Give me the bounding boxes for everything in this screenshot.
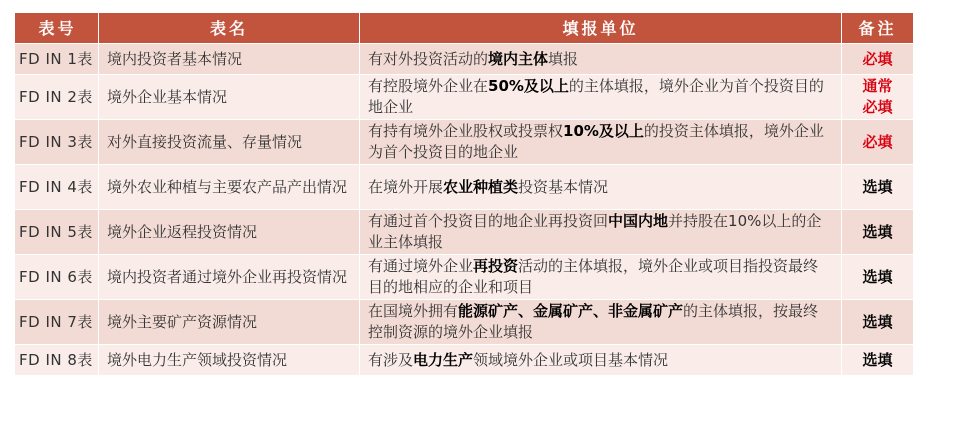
row-unit xyxy=(360,75,842,119)
row-code: FD IN 8表 xyxy=(15,345,99,375)
header-name: 表名 xyxy=(99,13,360,43)
table-row xyxy=(15,255,913,300)
row-note: 必填 xyxy=(842,44,913,74)
row-note: 通常必填 xyxy=(842,75,913,119)
table-row xyxy=(15,210,913,255)
row-unit-text: 在国境外拥有能源矿产、金属矿产、非金属矿产的主体填报，按最终控制资源的境外企业填报 xyxy=(368,302,819,341)
row-name: 境外企业基本情况 xyxy=(99,75,360,119)
row-unit-text: 在境外开展农业种植类投资基本情况 xyxy=(368,177,609,196)
row-note: 选填 xyxy=(842,210,913,254)
row-unit xyxy=(360,44,842,74)
filing-table xyxy=(15,13,913,376)
row-code: FD IN 2表 xyxy=(15,75,99,119)
row-unit-text: 有对外投资活动的境内主体填报 xyxy=(368,49,579,68)
row-name: 境内投资者通过境外企业再投资情况 xyxy=(99,255,360,299)
table-row xyxy=(15,300,913,345)
row-code: FD IN 1表 xyxy=(15,44,99,74)
row-note: 选填 xyxy=(842,300,913,344)
row-code: FD IN 6表 xyxy=(15,255,99,299)
table-header xyxy=(15,13,913,44)
row-code: FD IN 3表 xyxy=(15,120,99,164)
row-code: FD IN 5表 xyxy=(15,210,99,254)
row-name: 境外电力生产领域投资情况 xyxy=(99,345,360,375)
row-note: 必填 xyxy=(842,120,913,164)
row-code: FD IN 4表 xyxy=(15,165,99,209)
row-unit xyxy=(360,210,842,254)
row-unit-text: 有涉及电力生产领域境外企业或项目基本情况 xyxy=(368,350,669,369)
row-unit-text: 有控股境外企业在50%及以上的主体填报，境外企业为首个投资目的地企业 xyxy=(368,77,824,116)
row-name: 境外企业返程投资情况 xyxy=(99,210,360,254)
row-unit-text: 有通过首个投资目的地企业再投资回中国内地并持股在10%以上的企业主体填报 xyxy=(368,212,822,251)
row-code: FD IN 7表 xyxy=(15,300,99,344)
row-unit-text: 有持有境外企业股权或投票权10%及以上的投资主体填报，境外企业为首个投资目的地企业 xyxy=(368,122,824,161)
row-name: 对外直接投资流量、存量情况 xyxy=(99,120,360,164)
table-row xyxy=(15,120,913,165)
header-note: 备注 xyxy=(858,18,897,38)
row-unit xyxy=(360,345,842,375)
row-unit xyxy=(360,165,842,209)
row-unit-text: 有通过境外企业再投资活动的主体填报，境外企业或项目指投资最终目的地相应的企业和项目 xyxy=(368,257,819,296)
row-name: 境内投资者基本情况 xyxy=(99,44,360,74)
row-name: 境外农业种植与主要农产品产出情况 xyxy=(99,165,360,209)
table-row xyxy=(15,345,913,376)
table-row xyxy=(15,75,913,120)
row-unit xyxy=(360,300,842,344)
row-note: 选填 xyxy=(842,345,913,375)
row-note: 选填 xyxy=(842,165,913,209)
row-note: 选填 xyxy=(842,255,913,299)
row-unit xyxy=(360,120,842,164)
row-name: 境外主要矿产资源情况 xyxy=(99,300,360,344)
row-unit xyxy=(360,255,842,299)
table-row xyxy=(15,165,913,210)
header-unit: 填报单位 xyxy=(360,13,842,43)
table-row xyxy=(15,44,913,75)
header-code: 表号 xyxy=(15,13,99,43)
